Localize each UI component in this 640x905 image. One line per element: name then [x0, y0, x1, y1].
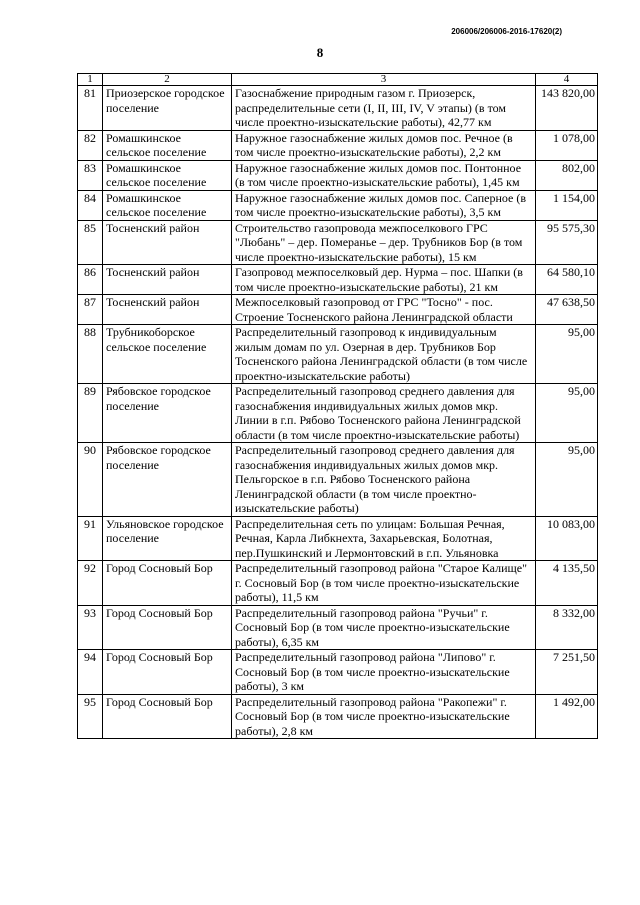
row-municipality: Город Сосновый Бор — [103, 650, 232, 695]
row-number: 84 — [78, 190, 103, 220]
row-number: 89 — [78, 384, 103, 443]
table-row — [78, 605, 598, 650]
table-row — [78, 190, 598, 220]
header-col-4: 4 — [536, 74, 598, 86]
row-amount: 1 154,00 — [536, 190, 598, 220]
row-municipality: Ульяновское городское поселение — [103, 516, 232, 561]
table-row — [78, 220, 598, 265]
row-description: Распределительный газопровод района "Старое Калище" г. Сосновый Бор (в том числе проектно-изыскательские работы), 11,5 км — [232, 561, 536, 606]
row-amount: 1 492,00 — [536, 694, 598, 739]
row-amount: 95,00 — [536, 325, 598, 384]
row-number: 82 — [78, 130, 103, 160]
row-number: 85 — [78, 220, 103, 265]
row-description: Распределительный газопровод к индивидуальным жилым домам по ул. Озерная в дер. Трубников Бор Тосненского района Ленинградской области (в том числе проектно-изыскательские работы) — [232, 325, 536, 384]
row-number: 87 — [78, 295, 103, 325]
row-number: 83 — [78, 160, 103, 190]
row-municipality: Ромашкинское сельское поселение — [103, 130, 232, 160]
table-row — [78, 265, 598, 295]
table-row — [78, 443, 598, 517]
row-number: 94 — [78, 650, 103, 695]
row-amount: 95,00 — [536, 384, 598, 443]
row-description: Распределительный газопровод района "Ручьи" г. Сосновый Бор (в том числе проектно-изыскательские работы), 6,35 км — [232, 605, 536, 650]
table-row — [78, 295, 598, 325]
row-amount: 8 332,00 — [536, 605, 598, 650]
table-row — [78, 384, 598, 443]
table-row — [78, 694, 598, 739]
row-number: 90 — [78, 443, 103, 517]
row-municipality: Город Сосновый Бор — [103, 561, 232, 606]
row-municipality: Тосненский район — [103, 220, 232, 265]
table-row — [78, 160, 598, 190]
row-description: Распределительный газопровод среднего давления для газоснабжения индивидуальных жилых домов мкр. Пельгорское в г.п. Рябово Тосненского района Ленинградской области (в том числе проектно-изыскательские работы) — [232, 443, 536, 517]
row-municipality: Ромашкинское сельское поселение — [103, 190, 232, 220]
row-number: 95 — [78, 694, 103, 739]
gas-supply-table — [77, 73, 598, 739]
row-municipality: Рябовское городское поселение — [103, 443, 232, 517]
row-description: Распределительный газопровод среднего давления для газоснабжения индивидуальных жилых домов мкр. Линии в г.п. Рябово Тосненского района Ленинградской области (в том числе проектно-изыскательские работы) — [232, 384, 536, 443]
row-municipality: Тосненский район — [103, 295, 232, 325]
table-row — [78, 130, 598, 160]
row-number: 93 — [78, 605, 103, 650]
row-description: Распределительный газопровод района "Ракопежи" г. Сосновый Бор (в том числе проектно-изыскательские работы), 2,8 км — [232, 694, 536, 739]
row-number: 92 — [78, 561, 103, 606]
row-municipality: Город Сосновый Бор — [103, 605, 232, 650]
row-number: 88 — [78, 325, 103, 384]
row-municipality: Трубникоборское сельское поселение — [103, 325, 232, 384]
row-amount: 64 580,10 — [536, 265, 598, 295]
row-number: 86 — [78, 265, 103, 295]
row-amount: 95 575,30 — [536, 220, 598, 265]
row-number: 81 — [78, 86, 103, 131]
row-municipality: Рябовское городское поселение — [103, 384, 232, 443]
table-row — [78, 561, 598, 606]
header-col-2: 2 — [103, 74, 232, 86]
row-municipality: Город Сосновый Бор — [103, 694, 232, 739]
row-description: Наружное газоснабжение жилых домов пос. Саперное (в том числе проектно-изыскательские работы), 3,5 км — [232, 190, 536, 220]
row-description: Газопровод межпоселковый дер. Нурма – пос. Шапки (в том числе проектно-изыскательские работы), 21 км — [232, 265, 536, 295]
row-municipality: Тосненский район — [103, 265, 232, 295]
table-header-row — [78, 74, 598, 86]
row-municipality: Ромашкинское сельское поселение — [103, 160, 232, 190]
row-number: 91 — [78, 516, 103, 561]
table-row — [78, 650, 598, 695]
row-description: Газоснабжение природным газом г. Приозерск, распределительные сети (I, II, III, IV, V этапы) (в том числе проектно-изыскательские работы), 42,77 км — [232, 86, 536, 131]
row-amount: 4 135,50 — [536, 561, 598, 606]
page-number: 8 — [316, 45, 324, 60]
row-amount: 802,00 — [536, 160, 598, 190]
row-municipality: Приозерское городское поселение — [103, 86, 232, 131]
row-description: Распределительная сеть по улицам: Большая Речная, Речная, Карла Либкнехта, Захарьевская, Болотная, пер.Пушкинский и Лермонтовский в г.п. Ульяновка — [232, 516, 536, 561]
document-id: 206006/206006-2016-17620(2) — [451, 27, 562, 36]
row-amount: 7 251,50 — [536, 650, 598, 695]
table-row — [78, 516, 598, 561]
row-amount: 1 078,00 — [536, 130, 598, 160]
row-amount: 95,00 — [536, 443, 598, 517]
row-amount: 47 638,50 — [536, 295, 598, 325]
row-amount: 143 820,00 — [536, 86, 598, 131]
row-description: Наружное газоснабжение жилых домов пос. Речное (в том числе проектно-изыскательские работы), 2,2 км — [232, 130, 536, 160]
row-description: Распределительный газопровод района "Липово" г. Сосновый Бор (в том числе проектно-изыскательские работы), 3 км — [232, 650, 536, 695]
row-description: Строительство газопровода межпоселкового ГРС "Любань" – дер. Померанье – дер. Трубников Бор (в том числе проектно-изыскательские работы), 15 км — [232, 220, 536, 265]
header-col-1: 1 — [78, 74, 103, 86]
row-description: Наружное газоснабжение жилых домов пос. Понтонное (в том числе проектно-изыскательские работы), 1,45 км — [232, 160, 536, 190]
table-row — [78, 325, 598, 384]
header-col-3: 3 — [232, 74, 536, 86]
table-row — [78, 86, 598, 131]
row-description: Межпоселковый газопровод от ГРС "Тосно" - пос. Строение Тосненского района Ленинградской области — [232, 295, 536, 325]
row-amount: 10 083,00 — [536, 516, 598, 561]
